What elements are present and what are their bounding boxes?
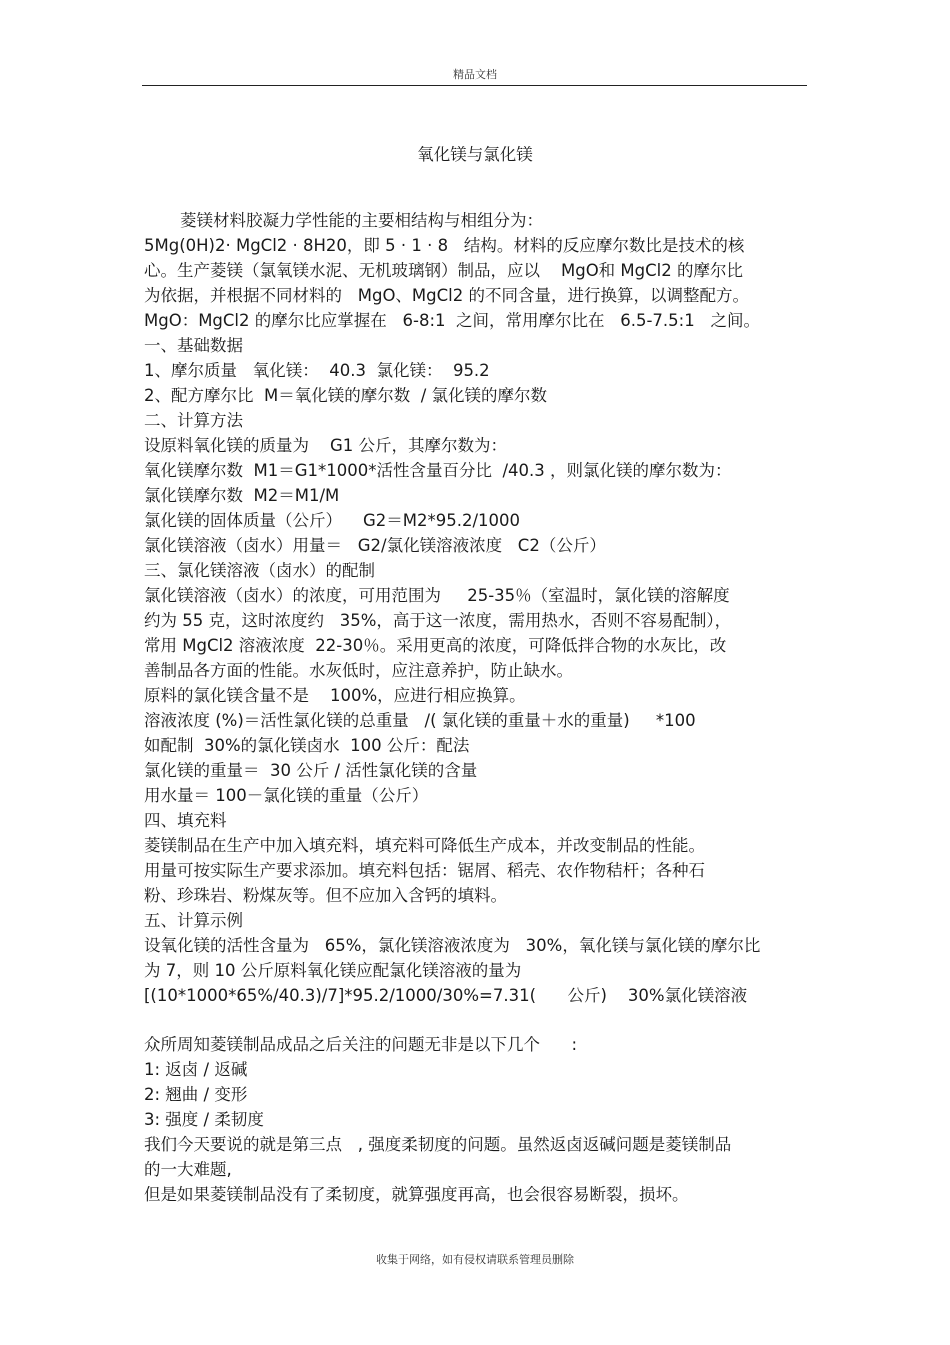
body-line: 约为 55 克，这时浓度约 35%，高于这一浓度，需用热水，否则不容易配制）， xyxy=(144,611,732,630)
body-line: 粉、珍珠岩、粉煤灰等。但不应加入含钙的填料。 xyxy=(144,886,507,905)
header-divider xyxy=(142,85,807,86)
body-line: MgO：MgCl2 的摩尔比应掌握在 6-8:1 之间，常用摩尔比在 6.5-7.5:1 之间。 xyxy=(144,311,760,330)
document-body xyxy=(144,208,814,1207)
section-heading: 四、填充料 xyxy=(144,811,227,830)
body-line: 菱镁制品在生产中加入填充料，填充料可降低生产成本，并改变制品的性能。 xyxy=(144,836,705,855)
body-line: 氯化镁溶液（卤水）的浓度，可用范围为 25-35％（室温时，氯化镁的溶解度 xyxy=(144,586,730,605)
body-line: 但是如果菱镁制品没有了柔韧度，就算强度再高，也会很容易断裂，损坏。 xyxy=(144,1185,689,1204)
body-line: 设氧化镁的活性含量为 65%，氯化镁溶液浓度为 30%，氧化镁与氯化镁的摩尔比 xyxy=(144,936,761,955)
blank-line xyxy=(144,1008,814,1032)
body-line: 氯化镁的重量＝ 30 公斤 / 活性氯化镁的含量 xyxy=(144,761,478,780)
section-heading: 一、基础数据 xyxy=(144,336,243,355)
body-line: 为依据，并根据不同材料的 MgO、MgCl2 的不同含量，进行换算，以调整配方。 xyxy=(144,286,749,305)
body-line: 为 7，则 10 公斤原料氧化镁应配氯化镁溶液的量为 xyxy=(144,961,522,980)
body-line: 溶液浓度 (%)＝活性氯化镁的总重量 /( 氯化镁的重量＋水的重量) *100 xyxy=(144,711,696,730)
body-line: 菱镁材料胶凝力学性能的主要相结构与相组分为： xyxy=(180,211,543,230)
body-line: 设原料氧化镁的质量为 G1 公斤，其摩尔数为： xyxy=(144,436,508,455)
section-heading: 五、计算示例 xyxy=(144,911,243,930)
document-title: 氧化镁与氯化镁 xyxy=(417,145,533,164)
page-footer: 收集于网络，如有侵权请联系管理员删除 xyxy=(376,1253,574,1266)
list-item: 2: 翘曲 / 变形 xyxy=(144,1085,248,1104)
body-line: [(10*1000*65%/40.3)/7]*95.2/1000/30%=7.31( 公斤) 30%氯化镁溶液 xyxy=(144,986,748,1005)
body-line: 心。生产菱镁（氯氧镁水泥、无机玻璃钢）制品，应以 MgO和 MgCl2 的摩尔比 xyxy=(144,261,743,280)
body-line: 氯化镁的固体质量（公斤） G2＝M2*95.2/1000 xyxy=(144,511,521,530)
body-line: 2、配方摩尔比 M＝氧化镁的摩尔数 / 氯化镁的摩尔数 xyxy=(144,386,548,405)
body-line: 原料的氯化镁含量不是 100%，应进行相应换算。 xyxy=(144,686,526,705)
section-heading: 二、计算方法 xyxy=(144,411,243,430)
body-line: 氯化镁摩尔数 M2＝M1/M xyxy=(144,486,340,505)
body-line: 氯化镁溶液（卤水）用量＝ G2/氯化镁溶液浓度 C2（公斤） xyxy=(144,536,606,555)
page-header: 精品文档 xyxy=(453,68,497,81)
section-heading: 三、氯化镁溶液（卤水）的配制 xyxy=(144,561,375,580)
body-line: 的一大难题, xyxy=(144,1160,232,1179)
body-line: 常用 MgCl2 溶液浓度 22-30％。采用更高的浓度，可降低拌合物的水灰比，改 xyxy=(144,636,727,655)
body-line: 氧化镁摩尔数 M1＝G1*1000*活性含量百分比 /40.3 ，则氯化镁的摩尔数为： xyxy=(144,461,732,480)
body-line: 用量可按实际生产要求添加。填充料包括：锯屑、稻壳、农作物秸杆；各种石 xyxy=(144,861,705,880)
body-line: 众所周知菱镁制品成品之后关注的问题无非是以下几个 : xyxy=(144,1035,578,1054)
body-line: 用水量＝ 100－氯化镁的重量（公斤） xyxy=(144,786,429,805)
body-line: 善制品各方面的性能。水灰低时，应注意养护，防止缺水。 xyxy=(144,661,573,680)
body-line: 我们今天要说的就是第三点 , 强度柔韧度的问题。虽然返卤返碱问题是菱镁制品 xyxy=(144,1135,732,1154)
list-item: 3: 强度 / 柔韧度 xyxy=(144,1110,264,1129)
body-line: 5Mg(0H)2· MgCl2 · 8H20，即 5 · 1 · 8 结构。材料的反应摩尔数比是技术的核 xyxy=(144,236,745,255)
body-line: 如配制 30%的氯化镁卤水 100 公斤：配法 xyxy=(144,736,470,755)
body-line: 1、摩尔质量 氧化镁： 40.3 氯化镁： 95.2 xyxy=(144,361,490,380)
list-item: 1: 返卤 / 返碱 xyxy=(144,1060,248,1079)
